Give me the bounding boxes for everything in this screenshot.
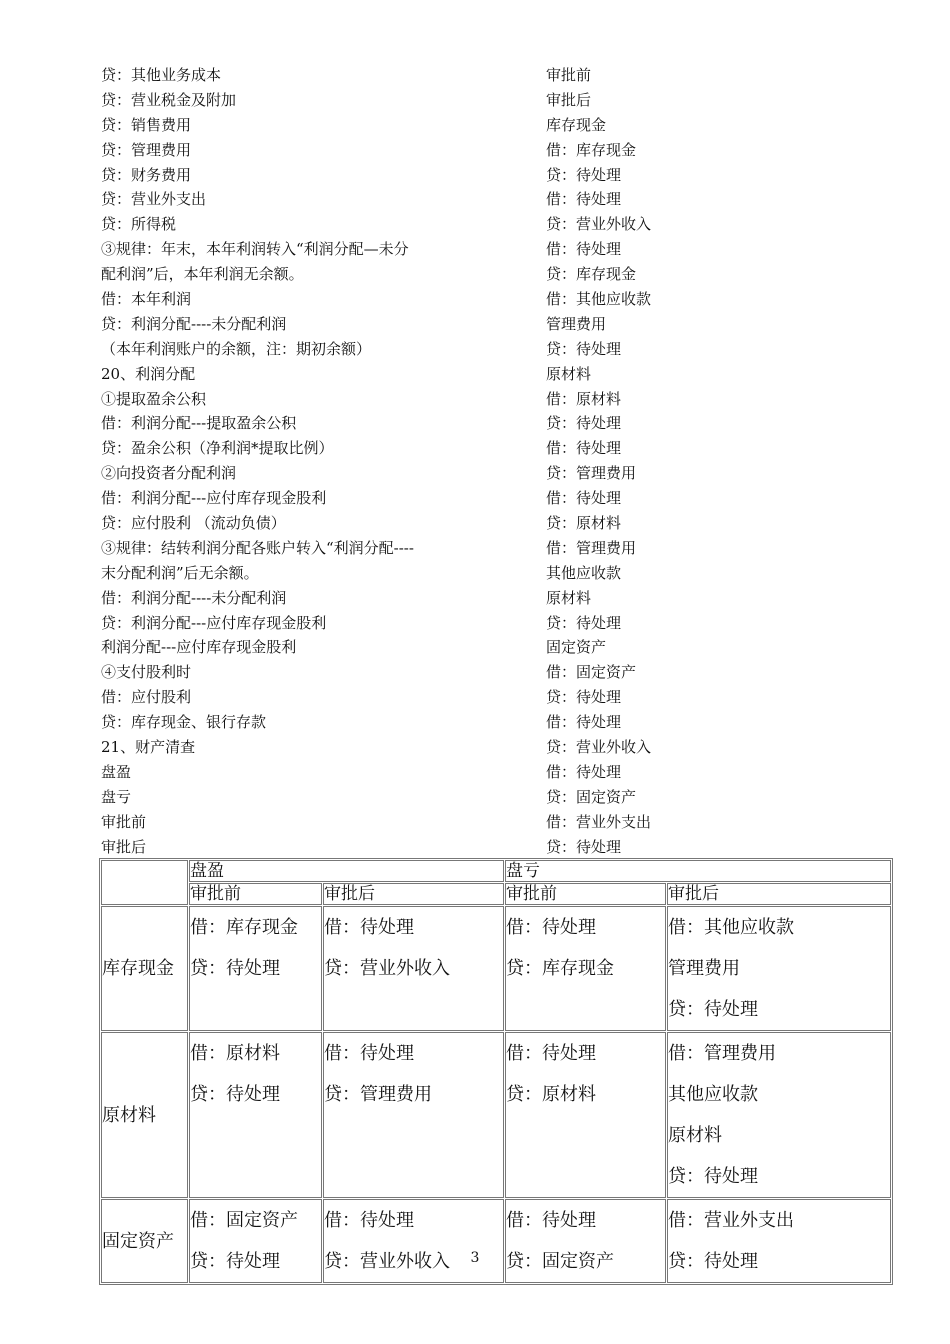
text-line: 借：待处理 bbox=[546, 190, 622, 209]
table-cell bbox=[667, 906, 891, 1031]
cell-line: 贷：待处理 bbox=[190, 1251, 280, 1272]
text-line: 贷：原材料 bbox=[546, 514, 622, 533]
text-line: 借：固定资产 bbox=[546, 663, 637, 682]
text-line: ③规律：年末，本年利润转入“利润分配—未分 bbox=[101, 240, 409, 259]
table-row bbox=[101, 1199, 891, 1283]
table-cell bbox=[505, 906, 666, 1031]
table-cell bbox=[323, 906, 504, 1031]
left-column bbox=[101, 63, 481, 860]
text-line: 贷：利润分配---应付库存现金股利 bbox=[101, 613, 327, 632]
text-line: ②向投资者分配利润 bbox=[101, 464, 237, 483]
text-line: 借：待处理 bbox=[546, 713, 622, 732]
text-line: 借：利润分配---提取盈余公积 bbox=[101, 414, 297, 433]
text-line: 固定资产 bbox=[546, 638, 607, 657]
text-line: 借：待处理 bbox=[546, 439, 622, 458]
cell-line: 其他应收款 bbox=[668, 1084, 758, 1105]
cell-line: 借：待处理 bbox=[324, 917, 414, 938]
table-cell bbox=[189, 1032, 322, 1198]
sub-header: 审批后 bbox=[667, 883, 891, 905]
cell-line: 贷：待处理 bbox=[190, 1084, 280, 1105]
text-line: 审批前 bbox=[101, 812, 147, 831]
cell-line: 借：待处理 bbox=[324, 1043, 414, 1064]
row-label: 原材料 bbox=[101, 1032, 188, 1198]
cell-line: 借：库存现金 bbox=[190, 917, 298, 938]
table-cell bbox=[323, 1032, 504, 1198]
text-line: 借：营业外支出 bbox=[546, 812, 652, 831]
table-cell bbox=[667, 1199, 891, 1283]
text-line: 审批后 bbox=[101, 837, 147, 856]
text-line: 贷：营业税金及附加 bbox=[101, 90, 237, 109]
table-group-header-row bbox=[101, 860, 891, 882]
text-line: （本年利润账户的余额，注：期初余额） bbox=[101, 339, 372, 358]
cell-line: 贷：待处理 bbox=[668, 1166, 758, 1187]
text-line: ③规律：结转利润分配各账户转入“利润分配---- bbox=[101, 538, 414, 557]
table-cell bbox=[323, 1199, 504, 1283]
cell-line: 借：待处理 bbox=[506, 1210, 596, 1231]
cell-line: 借：待处理 bbox=[506, 1043, 596, 1064]
table-sub-header-row bbox=[101, 883, 891, 905]
cell-line: 借：原材料 bbox=[190, 1043, 280, 1064]
text-line: 贷：营业外收入 bbox=[546, 215, 652, 234]
row-label: 固定资产 bbox=[101, 1199, 188, 1283]
text-line: 借：待处理 bbox=[546, 240, 622, 259]
cell-line: 借：其他应收款 bbox=[668, 917, 794, 938]
text-line: 贷：管理费用 bbox=[546, 464, 637, 483]
text-line: 贷：所得税 bbox=[101, 215, 177, 234]
text-line: 贷：待处理 bbox=[546, 414, 622, 433]
text-line: 审批前 bbox=[546, 66, 592, 84]
cell-line: 贷：营业外收入 bbox=[324, 958, 450, 979]
text-line: 盘盈 bbox=[101, 762, 132, 781]
text-line: 盘亏 bbox=[101, 787, 132, 806]
table-cell bbox=[505, 1199, 666, 1283]
text-line: 贷：待处理 bbox=[546, 688, 622, 707]
cell-line: 贷：原材料 bbox=[506, 1084, 596, 1105]
text-line: 库存现金 bbox=[546, 115, 607, 134]
page-number: 3 bbox=[470, 1250, 480, 1266]
text-line: 借：利润分配----未分配利润 bbox=[101, 588, 287, 607]
cell-line: 贷：管理费用 bbox=[324, 1084, 432, 1105]
table-corner-cell bbox=[101, 860, 188, 905]
table-cell bbox=[189, 1199, 322, 1283]
text-line: 借：待处理 bbox=[546, 762, 622, 781]
text-line: 贷：其他业务成本 bbox=[101, 66, 222, 84]
text-line: 20、利润分配 bbox=[101, 364, 196, 383]
text-line: 原材料 bbox=[546, 588, 592, 607]
text-line: 借：利润分配---应付库存现金股利 bbox=[101, 489, 327, 508]
sub-header: 审批前 bbox=[189, 883, 322, 905]
text-line: 贷：管理费用 bbox=[101, 140, 192, 159]
text-line: 贷：营业外收入 bbox=[546, 738, 652, 757]
text-line: 贷：财务费用 bbox=[101, 165, 192, 184]
text-line: 借：待处理 bbox=[546, 489, 622, 508]
text-line: 贷：应付股利 （流动负债） bbox=[101, 514, 286, 533]
text-line: 借：原材料 bbox=[546, 389, 622, 408]
group-header-surplus: 盘盈 bbox=[189, 860, 504, 882]
cell-line: 贷：固定资产 bbox=[506, 1251, 614, 1272]
text-line: 借：其他应收款 bbox=[546, 290, 652, 309]
text-line: 借：应付股利 bbox=[101, 688, 192, 707]
text-line: 21、财产清查 bbox=[101, 738, 196, 757]
cell-line: 借：待处理 bbox=[506, 917, 596, 938]
text-line: 贷：待处理 bbox=[546, 339, 622, 358]
text-line: 配利润”后，本年利润无余额。 bbox=[101, 265, 304, 284]
cell-line: 借：管理费用 bbox=[668, 1043, 776, 1064]
text-line: 贷：待处理 bbox=[546, 165, 622, 184]
cell-line: 贷：库存现金 bbox=[506, 958, 614, 979]
text-line: 贷：待处理 bbox=[546, 837, 622, 856]
cell-line: 贷：营业外收入 bbox=[324, 1251, 450, 1272]
cell-line: 借：待处理 bbox=[324, 1210, 414, 1231]
table-cell bbox=[189, 906, 322, 1031]
sub-header: 审批后 bbox=[323, 883, 504, 905]
text-line: 贷：利润分配----未分配利润 bbox=[101, 314, 287, 333]
text-line: 贷：营业外支出 bbox=[101, 190, 207, 209]
table-row bbox=[101, 906, 891, 1031]
text-line: 贷：盈余公积（净利润*提取比例） bbox=[101, 439, 334, 458]
text-line: 借：库存现金 bbox=[546, 140, 637, 159]
text-line: 借：本年利润 bbox=[101, 290, 192, 309]
cell-line: 借：营业外支出 bbox=[668, 1210, 794, 1231]
table-cell bbox=[667, 1032, 891, 1198]
text-line: 贷：销售费用 bbox=[101, 115, 192, 134]
sub-header: 审批前 bbox=[505, 883, 666, 905]
cell-line: 管理费用 bbox=[668, 958, 740, 979]
text-line: 管理费用 bbox=[546, 314, 607, 333]
table-cell bbox=[505, 1032, 666, 1198]
cell-line: 原材料 bbox=[668, 1125, 722, 1146]
text-line: 利润分配---应付库存现金股利 bbox=[101, 638, 297, 657]
inventory-check-table bbox=[99, 858, 893, 1285]
group-header-shortage: 盘亏 bbox=[505, 860, 891, 882]
text-line: 审批后 bbox=[546, 90, 592, 109]
text-line: 贷：待处理 bbox=[546, 613, 622, 632]
row-label: 库存现金 bbox=[101, 906, 188, 1031]
text-line: 贷：固定资产 bbox=[546, 787, 637, 806]
text-line: 借：管理费用 bbox=[546, 538, 637, 557]
text-line: 贷：库存现金、银行存款 bbox=[101, 713, 267, 732]
text-line: ④支付股利时 bbox=[101, 663, 192, 682]
cell-line: 贷：待处理 bbox=[668, 999, 758, 1020]
text-line: 贷：库存现金 bbox=[546, 265, 637, 284]
text-line: 其他应收款 bbox=[546, 563, 622, 582]
cell-line: 贷：待处理 bbox=[668, 1251, 758, 1272]
text-line: 原材料 bbox=[546, 364, 592, 383]
right-column bbox=[546, 63, 876, 860]
text-line: ①提取盈余公积 bbox=[101, 389, 207, 408]
cell-line: 贷：待处理 bbox=[190, 958, 280, 979]
text-line: 末分配利润”后无余额。 bbox=[101, 563, 259, 582]
table-row bbox=[101, 1032, 891, 1198]
cell-line: 借：固定资产 bbox=[190, 1210, 298, 1231]
